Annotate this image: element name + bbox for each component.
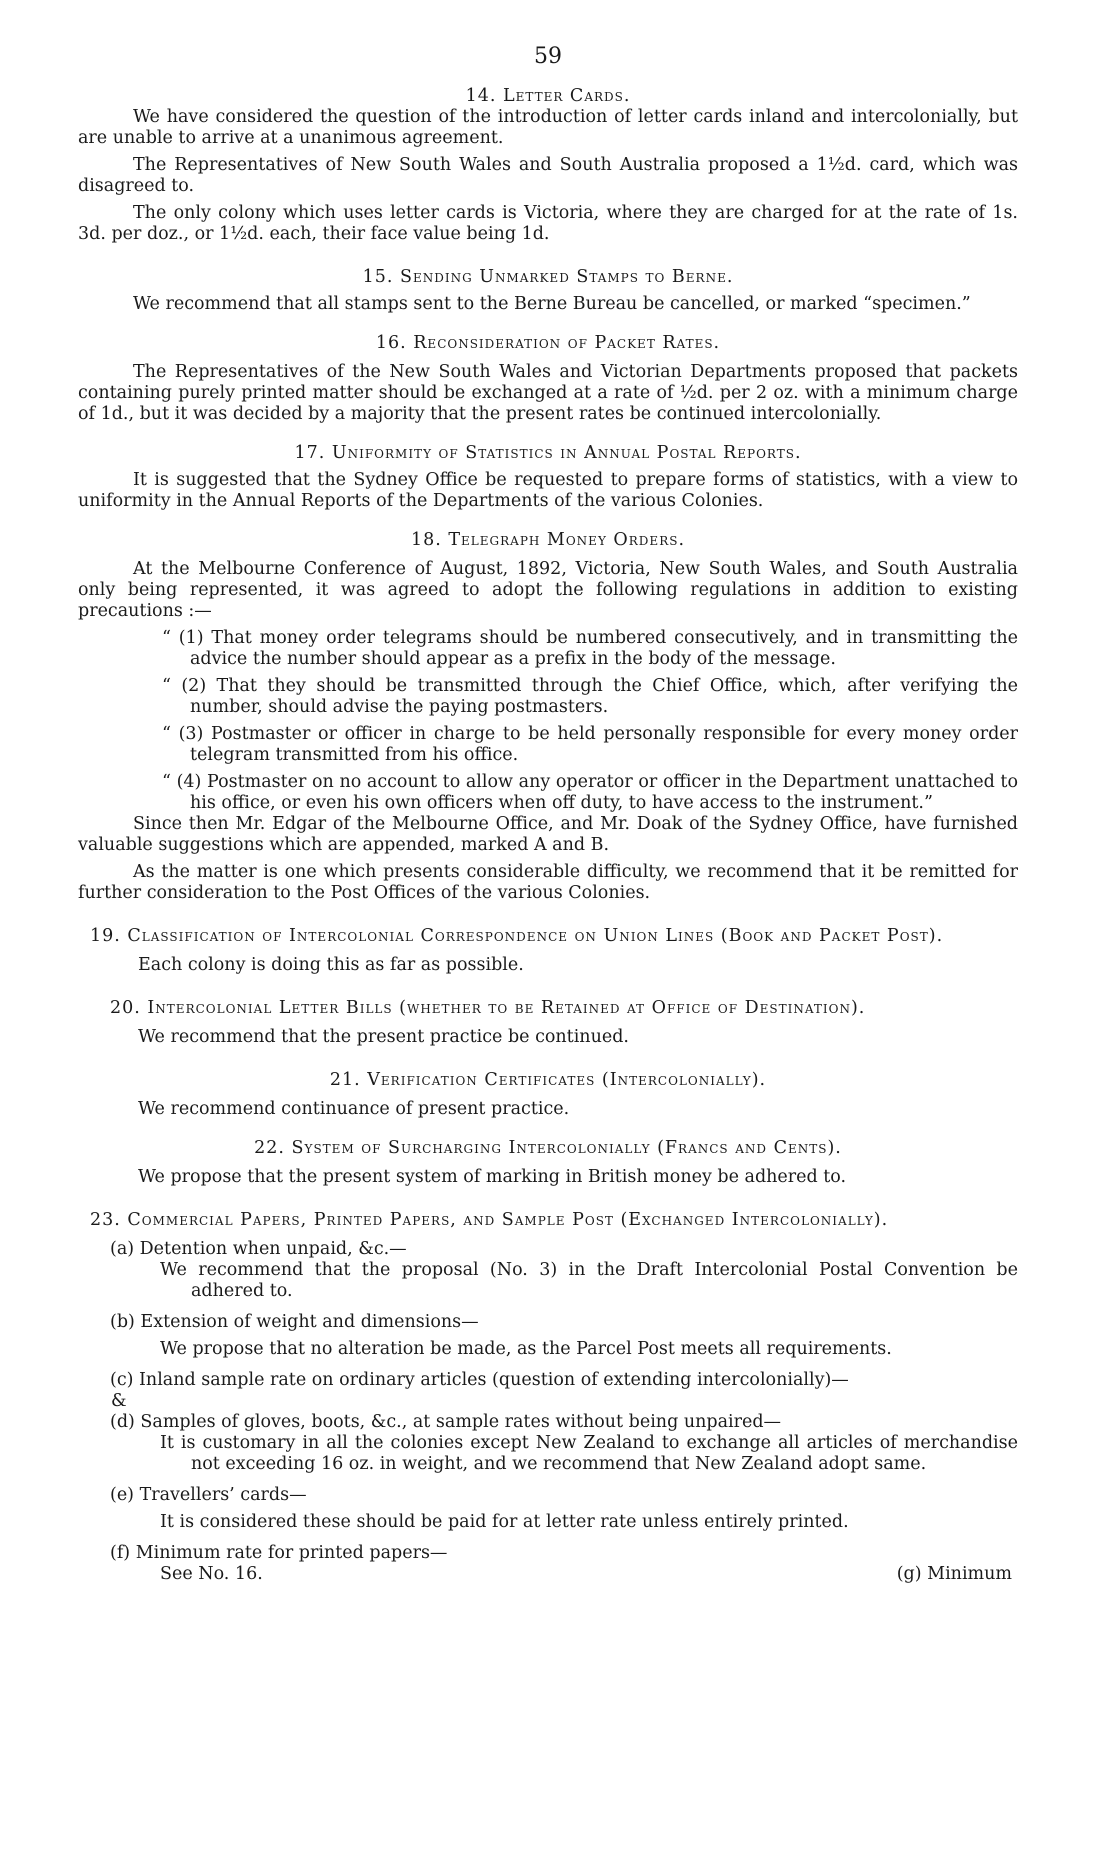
paragraph: The only colony which uses letter cards is Victoria, where they are charged for at the rate of 1s. 3d. per doz., or 1½d. each, their face value being 1d. <box>78 203 1018 244</box>
paragraph: Each colony is doing this as far as possible. <box>138 955 524 975</box>
paragraph: Since then Mr. Edgar of the Melbourne Office, and Mr. Doak of the Sydney Office, have furnished valuable suggestions which are appended, marked A and B. <box>78 814 1018 855</box>
subitem-text: We recommend that the proposal (No. 3) in the Draft Intercolonial Postal Convention be adhered to. <box>160 1260 1018 1301</box>
subitem-label: (f) Minimum rate for printed papers— <box>110 1543 448 1563</box>
final-line <box>78 1564 1018 1585</box>
section-20-letter-bills <box>78 998 1018 1048</box>
paragraph: We propose that the present system of marking in British money be adhered to. <box>138 1167 847 1187</box>
paragraph: We recommend that all stamps sent to the Berne Bureau be cancelled, or marked “specimen.” <box>133 294 971 314</box>
subitem-text: It is customary in all the colonies except New Zealand to exchange all articles of merchandise not exceeding 16 oz. in weight, and we recommend that New Zealand adopt same. <box>160 1433 1018 1474</box>
quoted-regulation: “ (2) That they should be transmitted through the Chief Office, which, after verifying the number, should advise the paying postmasters. <box>162 676 1018 717</box>
subitem-text: It is considered these should be paid for at letter rate unless entirely printed. <box>160 1512 849 1532</box>
section-15-unmarked-stamps <box>78 267 1018 315</box>
section-19-classification <box>78 926 1018 976</box>
section-heading: 21. Verification Certificates (Intercolonially). <box>329 1070 767 1090</box>
section-heading: 17. Uniformity of Statistics in Annual Postal Reports. <box>294 443 802 463</box>
paragraph: At the Melbourne Conference of August, 1892, Victoria, New South Wales, and South Australia only being represented, it was agreed to adopt the following regulations in addition to existing precautions :— <box>78 559 1018 621</box>
catchword: (g) Minimum <box>896 1564 1012 1584</box>
paragraph: We recommend continuance of present practice. <box>138 1099 570 1119</box>
section-heading: 20. Intercolonial Letter Bills (whether to be Retained at Office of Destination). <box>110 998 866 1018</box>
paragraph: It is suggested that the Sydney Office be requested to prepare forms of statistics, with a view to uniformity in the Annual Reports of the Departments of the various Colonies. <box>78 470 1018 511</box>
section-23-commercial-papers <box>78 1210 1018 1585</box>
document-page <box>78 0 1018 1855</box>
subitem-label: (e) Travellers’ cards— <box>110 1485 307 1505</box>
section-heading: 14. Letter Cards. <box>465 86 631 106</box>
paragraph: We have considered the question of the introduction of letter cards inland and intercolonially, but are unable to arrive at a unanimous agreement. <box>78 107 1018 148</box>
page-number: 59 <box>534 44 562 69</box>
section-heading: 18. Telegraph Money Orders. <box>410 530 686 550</box>
paragraph: As the matter is one which presents considerable difficulty, we recommend that it be remitted for further consideration to the Post Offices of the various Colonies. <box>78 862 1018 903</box>
section-heading: 22. System of Surcharging Intercolonially (Francs and Cents). <box>254 1138 842 1158</box>
paragraph: We recommend that the present practice be continued. <box>138 1027 629 1047</box>
subitem-text: We propose that no alteration be made, as the Parcel Post meets all requirements. <box>160 1339 892 1359</box>
section-heading: 16. Reconsideration of Packet Rates. <box>375 333 721 353</box>
subitem-label: (b) Extension of weight and dimensions— <box>110 1312 479 1332</box>
section-16-packet-rates <box>78 333 1018 425</box>
section-18-telegraph-money-orders <box>78 530 1018 904</box>
section-heading: 15. Sending Unmarked Stamps to Berne. <box>362 267 734 287</box>
section-heading: 23. Commercial Papers, Printed Papers, and Sample Post (Exchanged Intercolonially). <box>90 1210 889 1230</box>
quoted-regulation: “ (3) Postmaster or officer in charge to be held personally responsible for every money order telegram transmitted from his office. <box>162 724 1018 765</box>
ampersand: & <box>111 1391 127 1411</box>
section-14-letter-cards <box>78 86 1018 245</box>
subitem-label: (c) Inland sample rate on ordinary articles (question of extending intercolonially)— <box>110 1370 849 1390</box>
subitem-label: (d) Samples of gloves, boots, &c., at sample rates without being unpaired— <box>110 1412 782 1432</box>
quoted-regulation: “ (4) Postmaster on no account to allow any operator or officer in the Department unattached to his office, or even his own officers when off duty, to have access to the instrument.” <box>162 772 1018 813</box>
section-heading: 19. Classification of Intercolonial Correspondence on Union Lines (Book and Packet Post). <box>90 926 944 946</box>
paragraph: The Representatives of the New South Wales and Victorian Departments proposed that packets containing purely printed matter should be exchanged at a rate of ½d. per 2 oz. with a minimum charge of 1d., but it was decided by a majority that the present rates be continued intercolonially. <box>78 362 1018 424</box>
section-21-verification-certificates <box>78 1070 1018 1120</box>
quoted-regulation: “ (1) That money order telegrams should be numbered consecutively, and in transmitting the advice the number should appear as a prefix in the body of the message. <box>162 628 1018 669</box>
paragraph: The Representatives of New South Wales and South Australia proposed a 1½d. card, which was disagreed to. <box>78 155 1018 196</box>
section-17-uniformity-statistics <box>78 443 1018 512</box>
subitem-text: See No. 16. <box>160 1564 263 1584</box>
subitem-label: (a) Detention when unpaid, &c.— <box>110 1239 407 1259</box>
section-22-surcharging <box>78 1138 1018 1188</box>
